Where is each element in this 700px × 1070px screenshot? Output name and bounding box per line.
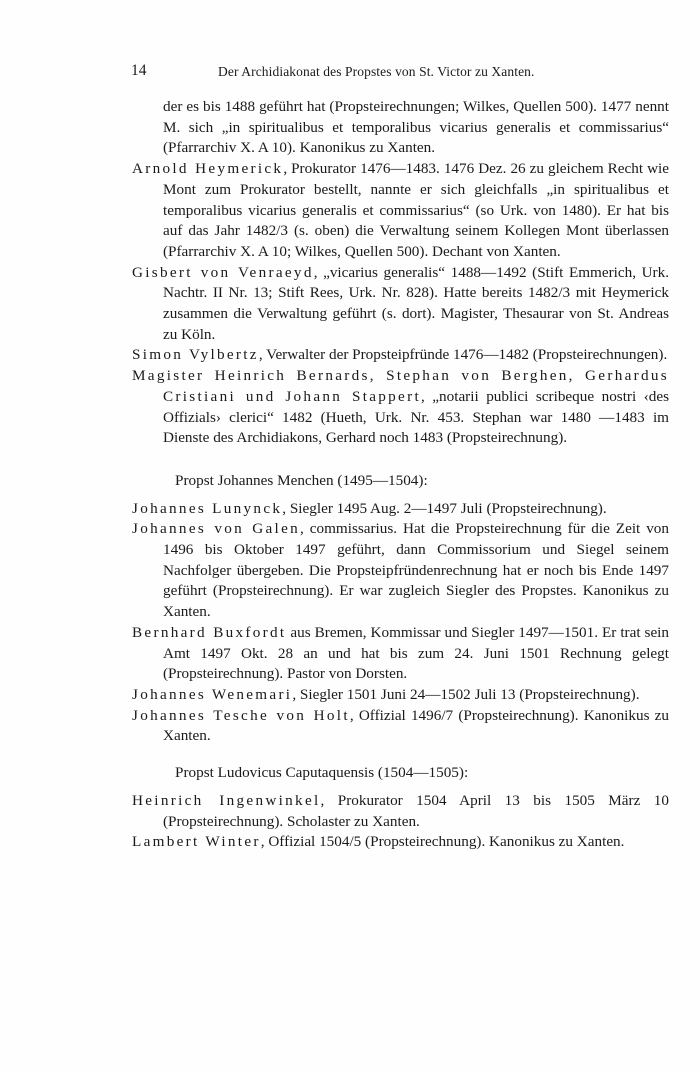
running-header [0, 62, 700, 84]
entry-text: , „vicarius generalis“ 1488—1492 (Stift Emmerich, Urk. Nachtr. II Nr. 13; Stift Rees, Urk. Nr. 828). Hatte bereits 1482/3 mit Heymerick zusammen die Verwaltung geführt (s. dort). Magister, Thesaurar von St. Andreas zu Köln. [163, 263, 669, 343]
entry-text: , Siegler 1495 Aug. 2—1497 Juli (Propsteirechnung). [282, 499, 607, 517]
entry [132, 366, 669, 449]
person-name: Magister Heinrich Bernards, Stephan von Berghen, Gerhardus Cristiani und Johann Stappert [132, 367, 669, 405]
entry [132, 345, 669, 366]
person-name: Johannes Lunynck [132, 499, 283, 517]
person-name: Johannes Tesche von Holt [132, 706, 350, 724]
person-name: Lambert Winter [132, 833, 261, 851]
person-name: Arnold Heymerick [132, 160, 284, 178]
entry-text: , „notarii publici scribeque nostri ‹des Offizials› clerici“ 1482 (Hueth, Urk. Nr. 453. Stephan war 1480 —1483 im Dienste des Archidiakons, Gerhard noch 1483 (Propsteirechnung). [163, 387, 670, 447]
page-number: 14 [131, 62, 147, 79]
person-name: Johannes Wenemari [132, 685, 293, 703]
person-name: Simon Vylbertz [132, 346, 259, 364]
entry [132, 791, 669, 832]
entry-text: aus Bremen, Kommissar und Siegler 1497—1501. Er trat sein Amt 1497 Okt. 28 an und hat bis zum 24. Juni 1501 Rechnung gelegt (Propsteirechnung). Pastor von Dorsten. [163, 623, 669, 683]
person-name: Gisbert von Venraeyd [132, 263, 314, 281]
entry [132, 263, 669, 346]
entry [132, 685, 669, 706]
entry-text: , Prokurator 1504 April 13 bis 1505 März 10 (Propsteirechnung). Scholaster zu Xanten. [163, 791, 669, 830]
person-name: Johannes von Galen [132, 520, 301, 538]
person-name: Heinrich Ingenwinkel [132, 791, 321, 809]
entry-text: , Verwalter der Propsteipfründe 1476—1482 (Propsteirechnungen). [258, 346, 668, 364]
entry [132, 706, 669, 747]
entry-text: , Offizial 1504/5 (Propsteirechnung). Kanonikus zu Xanten. [260, 833, 625, 851]
entry [132, 159, 669, 263]
entry [132, 623, 669, 685]
entry-text: , Offizial 1496/7 (Propsteirechnung). Kanonikus zu Xanten. [163, 706, 670, 745]
entry [132, 519, 669, 623]
entry [132, 499, 669, 520]
entry-text: der es bis 1488 geführt hat (Propsteirechnungen; Wilkes, Quellen 500). 1477 nennt M. sich „in spiritualibus et temporalibus vicarius generalis et commissarius“ (Pfarrarchiv X. A 10). Kanonikus zu Xanten. [163, 98, 669, 157]
entry [132, 832, 669, 853]
entry-text: , Prokurator 1476—1483. 1476 Dez. 26 zu gleichem Recht wie Mont zum Prokurator bestellt, nannte er sich gleichfalls „in spiritualibus et temporalibus vicarius generalis et commissarius“ (so Urk. von 1480). Er hat bis auf das Jahr 1482/3 (s. oben) die Verwaltung seinem Kollegen Mont überlassen (Pfarrarchiv X. A 10; Wilkes, Quellen 500). Dechant von Xanten. [163, 160, 670, 260]
entry-continuation [132, 97, 669, 159]
section-heading: Propst Johannes Menchen (1495—1504): [175, 471, 428, 489]
section-heading: Propst Ludovicus Caputaquensis (1504—1505): [175, 764, 469, 782]
person-name: Bernhard Buxfordt [132, 623, 287, 641]
running-title: Der Archidiakonat des Propstes von St. Victor zu Xanten. [218, 64, 535, 79]
entry-text: , commissarius. Hat die Propsteirechnung für die Zeit von 1496 bis Oktober 1497 geführt, dann Commissorium und Siegel seinem Nachfolger übergeben. Die Propsteipfründenrechnung hat er noch bis Ende 1497 geführt (Propsteirechnung). Er war zugleich Siegler des Propstes. Kanonikus zu Xanten. [163, 520, 669, 621]
entry-text: , Siegler 1501 Juni 24—1502 Juli 13 (Propsteirechnung). [292, 685, 640, 703]
page-body [132, 97, 669, 853]
